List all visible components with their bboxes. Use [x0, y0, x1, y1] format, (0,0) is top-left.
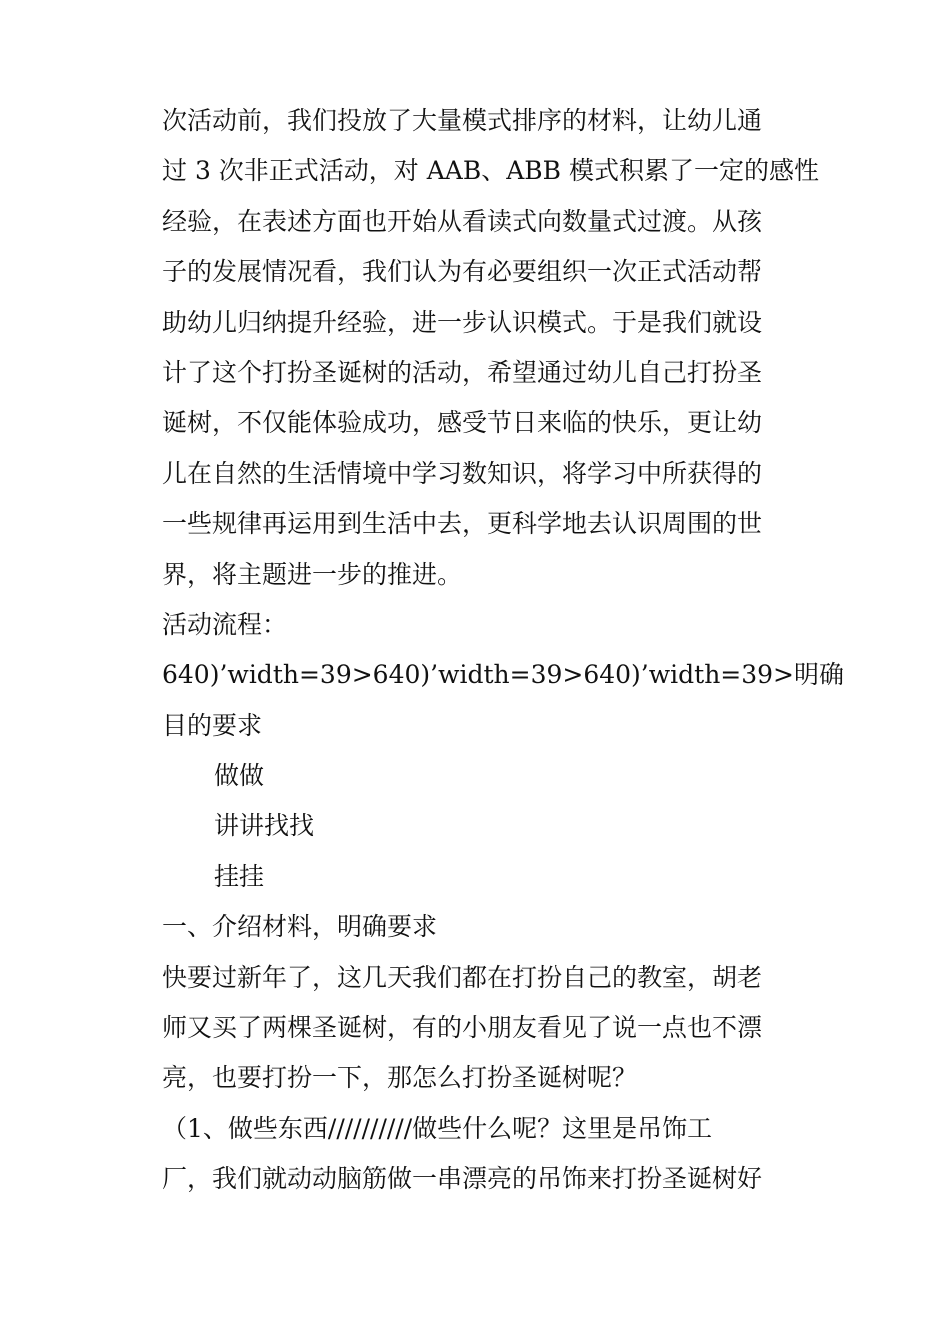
flow-text-line: 目的要求 — [162, 710, 263, 740]
section-label: 活动流程： — [162, 609, 288, 639]
flow-text-line: 640)’width=39>640)’width=39>640)’width=39>明确 — [162, 660, 845, 690]
document-page — [162, 96, 845, 1205]
paragraph-line: 儿在自然的生活情境中学习数知识，将学习中所获得的 — [162, 458, 763, 488]
paragraph-line: 亮，也要打扮一下，那怎么打扮圣诞树呢？ — [162, 1063, 638, 1093]
paragraph-line: 经验，在表述方面也开始从看读式向数量式过渡。从孩 — [162, 206, 763, 236]
paragraph-line: 师又买了两棵圣诞树，有的小朋友看见了说一点也不漂 — [162, 1013, 763, 1043]
paragraph-line: 诞树，不仅能体验成功，感受节日来临的快乐，更让幼 — [162, 408, 763, 438]
paragraph-line: 次活动前，我们投放了大量模式排序的材料，让幼儿通 — [162, 106, 763, 135]
paragraph-line: （1、做些东西//////////做些什么呢？这里是吊饰工 — [162, 1113, 713, 1143]
paragraph-line: 快要过新年了，这几天我们都在打扮自己的教室，胡老 — [162, 962, 763, 992]
flow-step: 讲讲找找 — [214, 811, 315, 841]
paragraph-line: 过 3 次非正式活动，对 AAB、ABB 模式积累了一定的感性 — [162, 156, 819, 186]
paragraph-line: 一些规律再运用到生活中去，更科学地去认识周围的世 — [162, 509, 763, 539]
paragraph-line: 厂，我们就动动脑筋做一串漂亮的吊饰来打扮圣诞树好 — [162, 1164, 763, 1194]
section-heading: 一、介绍材料，明确要求 — [162, 912, 438, 942]
flow-step: 挂挂 — [214, 861, 265, 891]
paragraph-line: 子的发展情况看，我们认为有必要组织一次正式活动帮 — [162, 257, 763, 287]
flow-step: 做做 — [214, 761, 265, 791]
paragraph-line: 助幼儿归纳提升经验，进一步认识模式。于是我们就设 — [162, 307, 763, 337]
paragraph-line: 界，将主题进一步的推进。 — [162, 559, 463, 589]
paragraph-line: 计了这个打扮圣诞树的活动，希望通过幼儿自己打扮圣 — [162, 357, 763, 387]
